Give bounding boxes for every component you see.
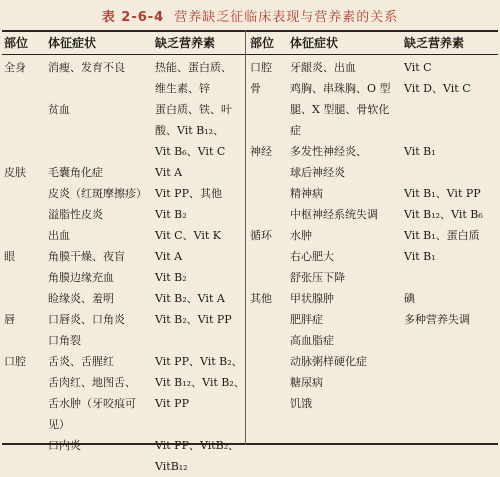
table-cell-line bbox=[4, 330, 40, 351]
table-cell-line bbox=[404, 99, 498, 120]
table-cell-line: Vit B₂、Vit PP bbox=[155, 313, 232, 326]
table-cell-line bbox=[4, 141, 40, 162]
table-cell-line: 舒张压下降 bbox=[290, 271, 345, 284]
table-cell-line bbox=[4, 372, 40, 393]
table-header-rule bbox=[2, 54, 498, 55]
header-symptom-left: 体征症状 bbox=[48, 36, 97, 50]
table-cell-line bbox=[4, 204, 40, 225]
table-cell-line: 见） bbox=[48, 418, 70, 431]
table-cell-line bbox=[250, 372, 286, 393]
table-cell-line: 贫血 bbox=[48, 103, 70, 116]
table-title: 营养缺乏征临床表现与营养素的关系 bbox=[174, 10, 399, 25]
table-cell-line bbox=[250, 351, 286, 372]
table-cell-line: 维生素、锌 bbox=[155, 82, 210, 95]
table-cell-line bbox=[4, 267, 40, 288]
table-cell-line bbox=[250, 393, 286, 414]
table-cell-line bbox=[4, 120, 40, 141]
table-cell-line: Vit A bbox=[155, 250, 183, 263]
table-cell-line bbox=[250, 99, 286, 120]
table-cell-line: VitB₁₂ bbox=[155, 460, 188, 473]
table-cell-line bbox=[250, 162, 286, 183]
table-cell-line: 水肿 bbox=[290, 229, 312, 242]
table-cell-line: 唇 bbox=[4, 313, 15, 326]
table-cell-line bbox=[250, 183, 286, 204]
table-cell-line: 角膜干燥、夜盲 bbox=[48, 250, 125, 263]
table-cell-line: 蛋白质、铁、叶 bbox=[155, 103, 232, 116]
table-cell-line: 睑缘炎、羞明 bbox=[48, 292, 114, 305]
table-cell-line: Vit B₂ bbox=[155, 271, 187, 284]
table-cell-line: 舌炎、舌腥红 bbox=[48, 355, 114, 368]
table-cell-line bbox=[250, 120, 286, 141]
table-number: 表 2-6-4 bbox=[101, 10, 165, 25]
table-cell-line: 全身 bbox=[4, 61, 26, 74]
table-cell-line: Vit A bbox=[155, 166, 183, 179]
table-cell-line: 毛囊角化症 bbox=[48, 166, 103, 179]
table-center-divider bbox=[245, 30, 246, 445]
table-cell-line bbox=[4, 183, 40, 204]
table-cell-line bbox=[250, 246, 286, 267]
table-cell-line: 消瘦、发育不良 bbox=[48, 61, 125, 74]
table-cell-line: 球后神经炎 bbox=[290, 166, 345, 179]
table-cell-line: 口角裂 bbox=[48, 334, 81, 347]
table-cell-line: 出血 bbox=[48, 229, 70, 242]
table-cell-line: 热能、蛋白质、 bbox=[155, 61, 232, 74]
table-cell-line: Vit B₁ bbox=[404, 145, 436, 158]
table-cell-line: 高血脂症 bbox=[290, 334, 334, 347]
left-symptom-column bbox=[48, 57, 156, 456]
table-cell-line: Vit B₁、Vit PP bbox=[404, 187, 481, 200]
header-site-left: 部位 bbox=[4, 36, 29, 50]
table-cell-line: 症 bbox=[290, 124, 301, 137]
table-cell-line: 肥胖症 bbox=[290, 313, 323, 326]
table-cell-line: 鸡胸、串珠胸、O 型 bbox=[290, 82, 391, 95]
table-cell-line bbox=[4, 393, 40, 414]
table-cell-line: Vit B₁、蛋白质 bbox=[404, 229, 480, 242]
table-cell-line bbox=[404, 393, 498, 414]
table-cell-line: 腿、X 型腿、骨软化 bbox=[290, 103, 390, 116]
table-top-rule bbox=[2, 30, 498, 32]
table-cell-line: 精神病 bbox=[290, 187, 323, 200]
table-cell-line: 糖尿病 bbox=[290, 376, 323, 389]
table-cell-line: 牙龈炎、出血 bbox=[290, 61, 356, 74]
header-nutrient-right: 缺乏营养素 bbox=[404, 36, 465, 50]
table-cell-line: 神经 bbox=[250, 145, 272, 158]
table-cell-line: 舌肉红、地图舌、 bbox=[48, 376, 136, 389]
table-cell-line: Vit PP、VitB₂、 bbox=[155, 439, 240, 452]
table-cell-line bbox=[4, 78, 40, 99]
table-cell-line bbox=[250, 309, 286, 330]
table-cell-line: 饥饿 bbox=[290, 397, 312, 410]
table-cell-line: 甲状腺肿 bbox=[290, 292, 334, 305]
header-nutrient-left: 缺乏营养素 bbox=[155, 36, 216, 50]
table-cell-line: 骨 bbox=[250, 82, 261, 95]
table-caption bbox=[0, 6, 500, 25]
table-cell-line: Vit C、Vit K bbox=[155, 229, 222, 242]
table-cell-line: 舌水肿（牙咬痕可 bbox=[48, 397, 136, 410]
table-cell-line: Vit D、Vit C bbox=[404, 82, 471, 95]
table-cell-line: 口内炎 bbox=[48, 439, 81, 452]
table-cell-line bbox=[404, 120, 498, 141]
table-cell-line bbox=[48, 120, 156, 141]
table-cell-line: 中枢神经系统失调 bbox=[290, 208, 378, 221]
header-symptom-right: 体征症状 bbox=[290, 36, 339, 50]
table-cell-line: Vit B₁₂、Vit B₆ bbox=[404, 208, 483, 221]
table-cell-line: 口腔 bbox=[4, 355, 26, 368]
table-cell-line bbox=[404, 372, 498, 393]
table-cell-line: 右心肥大 bbox=[290, 250, 334, 263]
table-cell-line: 皮肤 bbox=[4, 166, 26, 179]
table-cell-line: 酸、Vit B₁₂、 bbox=[155, 124, 225, 137]
table-cell-line: 口唇炎、口角炎 bbox=[48, 313, 125, 326]
table-cell-line: 碘 bbox=[404, 292, 415, 305]
table-cell-line: Vit PP bbox=[155, 397, 189, 410]
table-cell-line: 眼 bbox=[4, 250, 15, 263]
table-cell-line bbox=[155, 414, 245, 435]
table-cell-line bbox=[404, 330, 498, 351]
table-cell-line bbox=[404, 162, 498, 183]
table-cell-line bbox=[4, 225, 40, 246]
table-cell-line: 角膜边缘充血 bbox=[48, 271, 114, 284]
header-site-right: 部位 bbox=[250, 36, 275, 50]
table-cell-line: 多种营养失调 bbox=[404, 313, 470, 326]
table-cell-line bbox=[155, 330, 245, 351]
right-site-column bbox=[250, 57, 286, 414]
table-cell-line: 其他 bbox=[250, 292, 272, 305]
table-cell-line: Vit B₁₂、Vit B₂、 bbox=[155, 376, 245, 389]
table-cell-line: Vit B₆、Vit C bbox=[155, 145, 226, 158]
table-cell-line: 动脉粥样硬化症 bbox=[290, 355, 367, 368]
table-cell-line bbox=[404, 351, 498, 372]
right-nutrient-column bbox=[404, 57, 498, 414]
left-site-column bbox=[4, 57, 40, 456]
table-cell-line bbox=[250, 267, 286, 288]
table-cell-line bbox=[250, 330, 286, 351]
table-cell-line: 溢脂性皮炎 bbox=[48, 208, 103, 221]
table-cell-line bbox=[4, 288, 40, 309]
table-cell-line bbox=[404, 267, 498, 288]
table-cell-line: 循环 bbox=[250, 229, 272, 242]
left-nutrient-column bbox=[155, 57, 245, 477]
table-cell-line: 皮炎（红斑摩擦疹） bbox=[48, 187, 147, 200]
table-cell-line bbox=[4, 414, 40, 435]
table-cell-line bbox=[250, 204, 286, 225]
table-cell-line bbox=[48, 141, 156, 162]
table-cell-line bbox=[4, 99, 40, 120]
table-cell-line: Vit PP、其他 bbox=[155, 187, 222, 200]
table-cell-line: Vit C bbox=[404, 61, 432, 74]
table-cell-line: 口腔 bbox=[250, 61, 272, 74]
table-cell-line: Vit B₁ bbox=[404, 250, 436, 263]
right-symptom-column bbox=[290, 57, 412, 414]
table-cell-line: Vit PP、Vit B₂、 bbox=[155, 355, 243, 368]
table-cell-line bbox=[48, 78, 156, 99]
table-cell-line: Vit B₂ bbox=[155, 208, 187, 221]
table-cell-line: 多发性神经炎、 bbox=[290, 145, 367, 158]
table-cell-line bbox=[4, 435, 40, 456]
table-cell-line: Vit B₂、Vit A bbox=[155, 292, 225, 305]
